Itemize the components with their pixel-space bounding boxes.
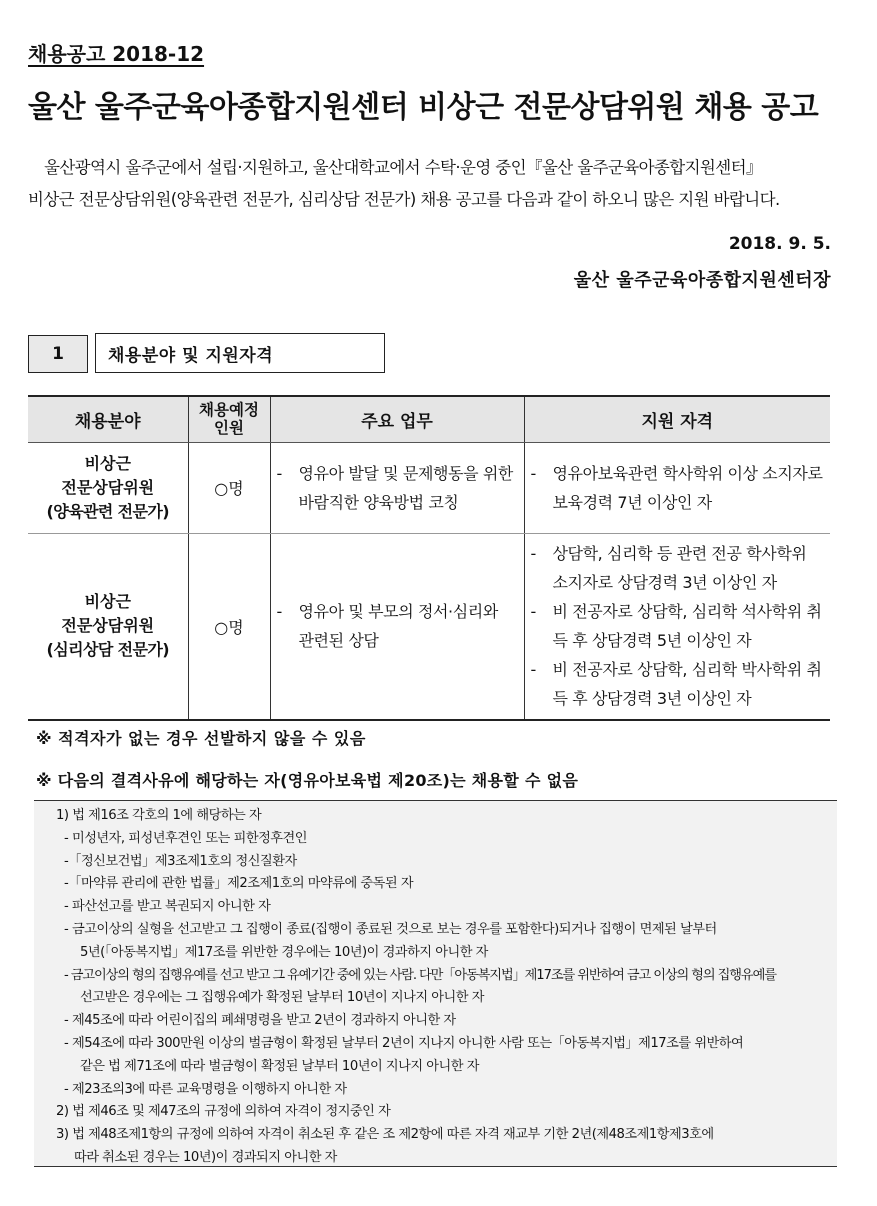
disqualification-sub-item-cont: 5년(「아동복지법」제17조를 위반한 경우에는 10년)이 경과하지 아니한 자 [80,944,488,960]
disqualification-sub-item: - 금고이상의 실형을 선고받고 그 집행이 종료(집행이 종료된 것으로 보는 경우를 포함한다)되거나 집행이 면제된 날부터 [64,921,717,937]
page-title: 울산 울주군육아종합지원센터 비상근 전문상담위원 채용 공고 [28,90,819,125]
intro-paragraph [28,152,834,216]
qualification-item [531,459,825,517]
disqualification-sub-item: - 제23조의3에 따른 교육명령을 이행하지 아니한 자 [64,1081,347,1097]
qualification-text: 영유아보육관련 학사학위 이상 소지자로 보육경력 7년 이상인 자 [552,463,823,512]
qualification-text: 상담학, 심리학 등 관련 전공 학사학위 소지자로 상담경력 3년 이상인 자 [552,544,807,593]
field-cell [28,442,188,533]
qualification-cell [524,442,830,533]
duty-cell [270,442,524,533]
disqualification-item: 3) 법 제48조제1항의 규정에 의하여 자격이 취소된 후 같은 조 제2항에 따른 자격 재교부 기한 2년(제48조제1항제3호에 [56,1127,714,1143]
qualification-dash: - [530,463,536,483]
header-count-line-2: 인원 [214,419,244,438]
disqualification-sub-item: - 금고이상의 형의 집행유예를 선고 받고 그 유예기간 중에 있는 사람. 다만「아동복지법」제17조를 위반하여 금고 이상의 형의 집행유예를 [64,967,776,983]
disqualification-sub-item: - 제54조에 따라 300만원 이상의 벌금형이 확정된 날부터 2년이 지나지 아니한 사람 또는「아동복지법」제17조를 위반하여 [64,1035,744,1051]
note-disqualification: ※ 다음의 결격사유에 해당하는 자(영유아보육법 제20조)는 채용할 수 없음 [36,771,579,790]
qualification-text: 비 전공자로 상담학, 심리학 석사학위 취득 후 상담경력 5년 이상인 자 [552,602,822,651]
field-line: 비상근 [84,592,131,612]
disqualification-sub-item: -「정신보건법」제3조제1호의 정신질환자 [64,853,297,869]
duty-item [277,597,518,655]
disqualification-sub-item-cont: 선고받은 경우에는 그 집행유예가 확정된 날부터 10년이 지나지 아니한 자 [80,990,484,1006]
disqualification-sub-item: - 미성년자, 피성년후견인 또는 피한정후견인 [64,830,308,846]
disqualification-box [34,800,837,1167]
header-count-line-1: 채용예정 [199,401,259,420]
header-duty: 주요 업무 [270,396,524,442]
disqualification-item: 2) 법 제46조 및 제47조의 규정에 의하여 자격이 정지중인 자 [56,1104,391,1120]
header-qualification: 지원 자격 [524,396,830,442]
duty-text: 영유아 및 부모의 정서·심리와 관련된 상담 [298,602,498,651]
count-cell: ○명 [188,533,270,720]
field-line: 전문상담위원 [61,477,155,497]
qualification-dash: - [530,544,536,564]
duty-cell [270,533,524,720]
qualification-text: 비 전공자로 상담학, 심리학 박사학위 취득 후 상담경력 3년 이상인 자 [552,660,822,709]
disqualification-sub-item-cont: 같은 법 제71조에 따라 벌금형이 확정된 날부터 10년이 지나지 아니한 자 [80,1058,479,1074]
qualification-item [531,655,825,713]
field-line: (양육관련 전문가) [46,501,169,521]
field-line: 비상근 [84,453,131,473]
notice-number: 채용공고 2018-12 [28,42,205,66]
duty-dash: - [276,602,282,622]
disqualification-sub-item: -「마약류 관리에 관한 법률」제2조제1호의 마약류에 중독된 자 [64,876,414,892]
disqualification-sub-item: - 파산선고를 받고 복권되지 아니한 자 [64,899,271,915]
field-line: (심리상담 전문가) [46,640,169,660]
section-title: 채용분야 및 지원자격 [95,333,385,373]
qualification-dash: - [530,602,536,622]
issuer-name: 울산 울주군육아종합지원센터장 [573,270,831,291]
intro-line-2: 비상근 전문상담위원(양육관련 전문가, 심리상담 전문가) 채용 공고를 다음과 같이 하오니 많은 지원 바랍니다. [28,190,780,209]
qualification-cell [524,533,830,720]
intro-line-1: 울산광역시 울주군에서 설립·지원하고, 울산대학교에서 수탁·운영 중인『울산 울주군육아종합지원센터』 [44,158,762,177]
notice-date: 2018. 9. 5. [728,234,831,254]
qualification-item [531,539,825,597]
recruitment-table [28,395,830,721]
duty-dash: - [276,463,282,483]
table-header-row [28,396,830,442]
count-cell: ○명 [188,442,270,533]
header-count [188,396,270,442]
note-no-qualified: ※ 적격자가 없는 경우 선발하지 않을 수 있음 [36,729,366,748]
section-number: 1 [28,335,88,373]
qualification-item [531,597,825,655]
duty-text: 영유아 발달 및 문제행동을 위한 바람직한 양육방법 코칭 [298,463,513,512]
field-cell [28,533,188,720]
disqualification-item-cont: 따라 취소된 경우는 10년)이 경과되지 아니한 자 [74,1149,337,1165]
disqualification-item: 1) 법 제16조 각호의 1에 해당하는 자 [56,808,262,823]
duty-item [277,459,518,517]
table-row [28,533,830,720]
disqualification-sub-item: - 제45조에 따라 어린이집의 폐쇄명령을 받고 2년이 경과하지 아니한 자 [64,1013,456,1029]
field-line: 전문상담위원 [61,616,155,636]
header-field: 채용분야 [28,396,188,442]
table-row [28,442,830,533]
qualification-dash: - [530,660,536,680]
